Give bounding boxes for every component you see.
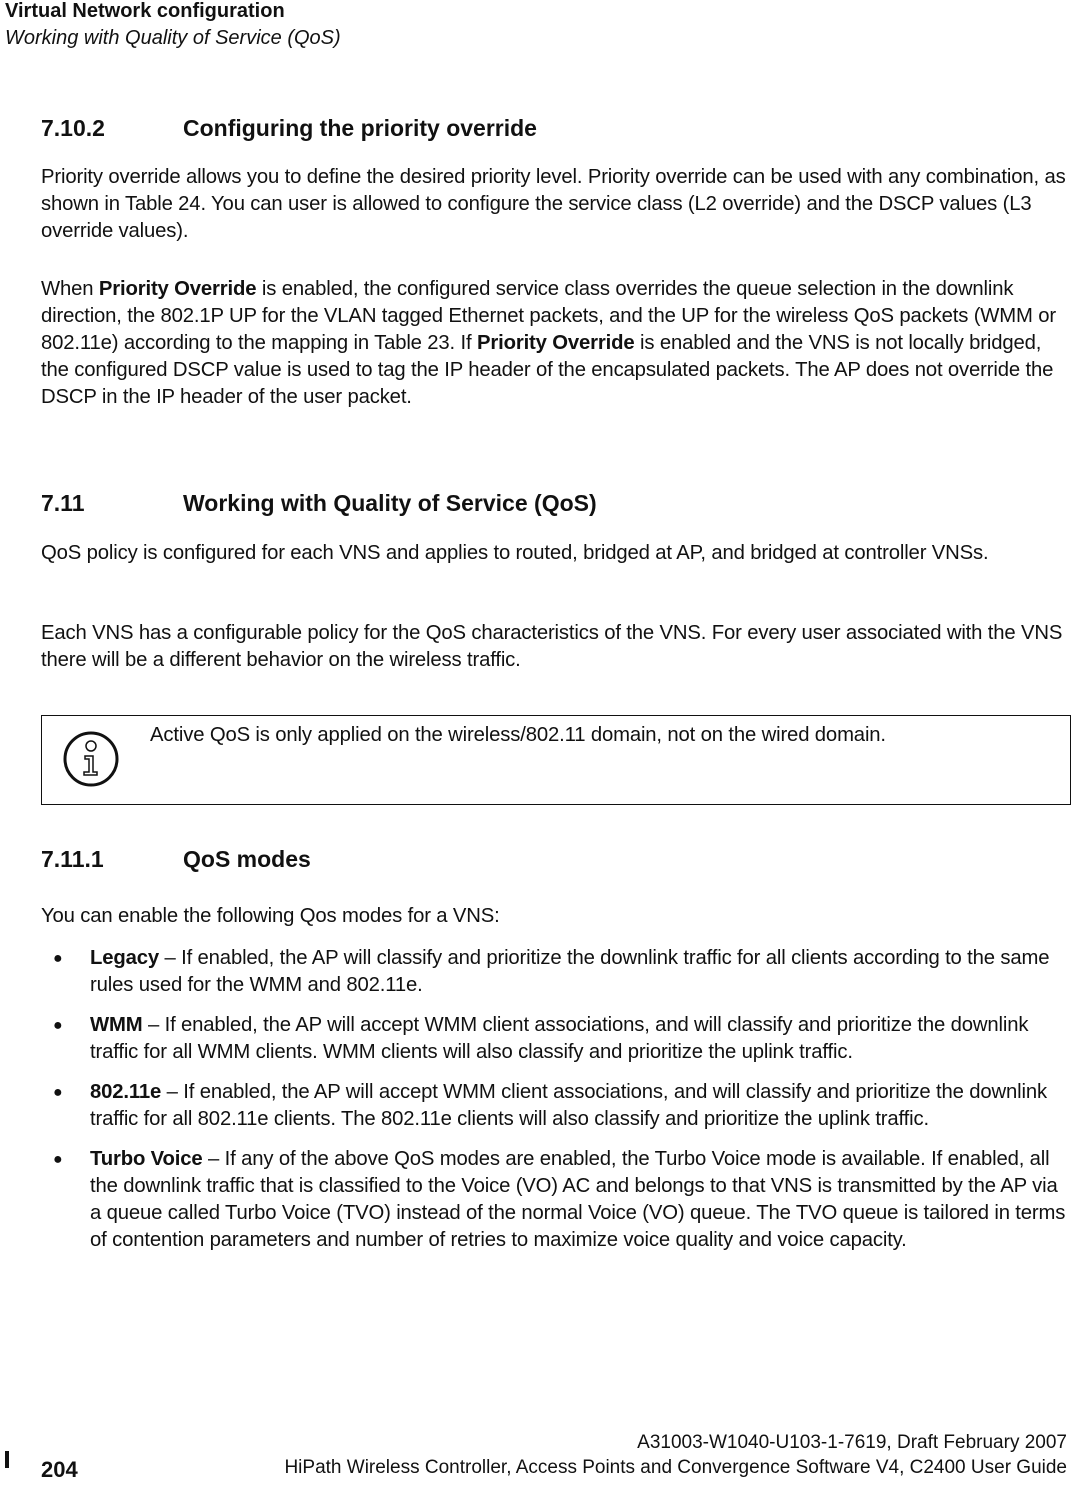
running-header-subtitle: Working with Quality of Service (QoS) [5,27,341,49]
paragraph-vns-policy: Each VNS has a configurable policy for the QoS characteristics of the VNS. For every user associated with the VNS there will be a different behavior on the wireless traffic. [41,622,1063,671]
text: – If enabled, the AP will accept WMM client associations, and will classify and prioritize the downlink traffic for all 802.11e clients. The 802.11e clients will also classify and prioritize the uplink traffic. [90,1081,1047,1130]
section-number: 7.10.2 [41,115,105,141]
section-title: QoS modes [183,846,311,872]
bold-term: 802.11e [90,1081,162,1103]
text: is enabled and the VNS is not locally bridged, the configured DSCP value is used to tag the IP header of the encapsulated packets. The AP does not override the DSCP in the IP header of the user packet. [41,332,1054,408]
section-title: Configuring the priority override [183,115,537,141]
text: When [41,278,99,300]
bullet-icon: ● [53,1084,63,1101]
bullet-icon: ● [53,950,63,967]
section-heading-7-11-1 [41,846,311,873]
bold-term: Priority Override [98,278,257,300]
change-bar [5,1451,9,1468]
bold-term: Turbo Voice [90,1148,203,1170]
text: – If any of the above QoS modes are enabled, the Turbo Voice mode is available. If enabled, all the downlink traffic that is classified to the Voice (VO) AC and belongs to that VNS is transmitted by the AP via a queue called Turbo Voice (TVO) instead of the normal Voice (VO) queue. The TVO queue is tailored in terms of contention parameters and number of retries to maximize voice quality and voice capacity. [90,1148,1066,1251]
page-number: 204 [41,1457,78,1482]
section-heading-7-11 [41,490,597,517]
text: – If enabled, the AP will accept WMM client associations, and will classify and prioritize the downlink traffic for all WMM clients. WMM clients will also classify and prioritize the uplink traffic. [90,1014,1029,1063]
note-box [41,715,1071,805]
note-text: Active QoS is only applied on the wireless/802.11 domain, not on the wired domain. [150,724,886,746]
bold-term: Legacy [90,947,159,969]
qos-modes-list [41,945,1073,1267]
paragraph-qos-policy: QoS policy is configured for each VNS and applies to routed, bridged at AP, and bridged at controller VNSs. [41,542,989,564]
running-header-title: Virtual Network configuration [5,0,285,22]
section-number: 7.11 [41,490,85,516]
text: – If enabled, the AP will classify and prioritize the downlink traffic for all clients according to the same rules used for the WMM and 802.11e. [90,947,1050,996]
list-item-wmm [41,1012,1073,1066]
section-number: 7.11.1 [41,846,104,872]
paragraph-priority-override-details [41,276,1073,411]
section-title: Working with Quality of Service (QoS) [183,490,597,516]
bullet-icon: ● [53,1017,63,1034]
bullet-icon: ● [53,1151,63,1168]
text: is enabled, the configured service class overrides the queue selection in the downlink direction, the 802.1P UP for the VLAN tagged Ethernet packets, and the UP for the wireless QoS packets (WMM or 802.11e) according to the mapping in Table 23. If [41,278,1056,354]
footer-doc-id: A31003-W1040-U103-1-7619, Draft February 2007 [637,1432,1067,1453]
list-item-802-11e [41,1079,1073,1133]
bold-term: WMM [90,1014,143,1036]
paragraph-qos-modes-intro: You can enable the following Qos modes for a VNS: [41,905,500,927]
paragraph-priority-override: Priority override allows you to define the desired priority level. Priority override can be used with any combination, as shown in Table 24. You can user is allowed to configure the service class (L2 override) and the DSCP values (L3 override values). [41,166,1066,242]
footer-guide-title: HiPath Wireless Controller, Access Points and Convergence Software V4, C2400 User Guide [284,1457,1067,1478]
section-heading-7-10-2 [41,115,537,142]
info-icon [62,730,120,788]
bold-term: Priority Override [476,332,635,354]
list-item-legacy [41,945,1073,999]
list-item-turbo-voice [41,1146,1073,1254]
